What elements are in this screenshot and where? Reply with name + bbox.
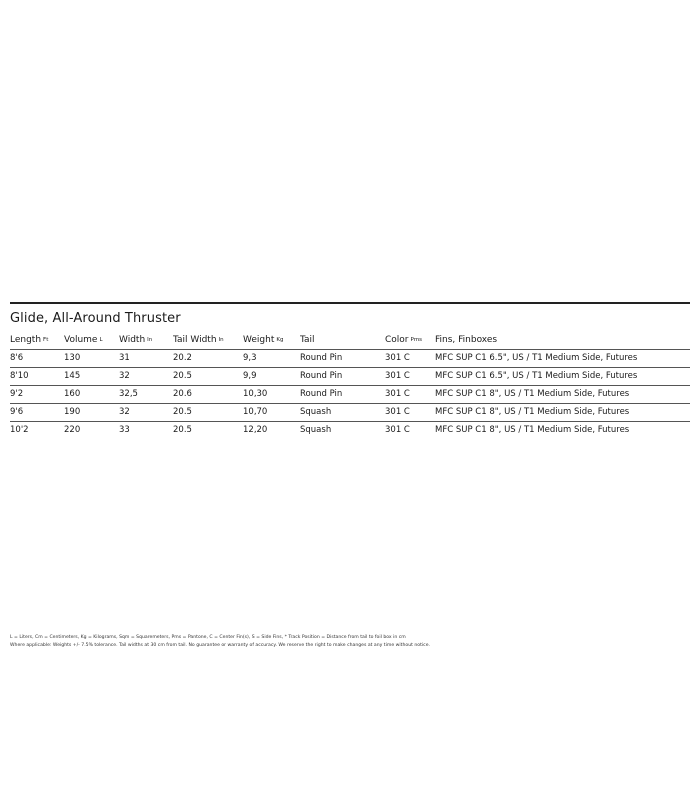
cell-color: 301 C xyxy=(385,404,435,422)
cell-tail-width: 20.5 xyxy=(173,404,243,422)
column-header-width: Width In xyxy=(119,335,153,345)
cell-fins: MFC SUP C1 6.5", US / T1 Medium Side, Futures xyxy=(435,368,690,386)
cell-weight: 10,70 xyxy=(243,404,300,422)
cell-width: 32 xyxy=(119,368,173,386)
spec-table xyxy=(10,332,690,439)
column-header-tail-width: Tail Width In xyxy=(173,335,224,345)
table-row xyxy=(10,386,690,404)
cell-volume: 130 xyxy=(64,350,119,368)
table-row xyxy=(10,350,690,368)
cell-length: 9'2 xyxy=(10,386,64,404)
cell-volume: 160 xyxy=(64,386,119,404)
column-header-weight: Weight Kg xyxy=(243,335,284,345)
cell-width: 32,5 xyxy=(119,386,173,404)
cell-color: 301 C xyxy=(385,350,435,368)
cell-weight: 10,30 xyxy=(243,386,300,404)
cell-fins: MFC SUP C1 8", US / T1 Medium Side, Futures xyxy=(435,386,690,404)
cell-width: 31 xyxy=(119,350,173,368)
spec-sheet xyxy=(10,302,690,439)
cell-fins: MFC SUP C1 8", US / T1 Medium Side, Futures xyxy=(435,404,690,422)
column-header-length: Length Ft xyxy=(10,335,49,345)
cell-fins: MFC SUP C1 6.5", US / T1 Medium Side, Futures xyxy=(435,350,690,368)
cell-width: 32 xyxy=(119,404,173,422)
cell-width: 33 xyxy=(119,422,173,440)
cell-tail: Round Pin xyxy=(300,368,385,386)
cell-weight: 9,3 xyxy=(243,350,300,368)
column-header-fins: Fins, Finboxes xyxy=(435,335,498,345)
cell-tail: Round Pin xyxy=(300,386,385,404)
product-title: Glide, All-Around Thruster xyxy=(10,311,181,326)
cell-length: 10'2 xyxy=(10,422,64,440)
cell-color: 301 C xyxy=(385,422,435,440)
footnotes xyxy=(10,634,690,650)
cell-tail: Round Pin xyxy=(300,350,385,368)
cell-tail-width: 20.2 xyxy=(173,350,243,368)
cell-weight: 12,20 xyxy=(243,422,300,440)
column-header-volume: Volume L xyxy=(64,335,103,345)
cell-length: 8'10 xyxy=(10,368,64,386)
cell-volume: 145 xyxy=(64,368,119,386)
cell-volume: 190 xyxy=(64,404,119,422)
cell-length: 8'6 xyxy=(10,350,64,368)
table-header-row xyxy=(10,332,690,350)
cell-color: 301 C xyxy=(385,386,435,404)
cell-tail-width: 20.6 xyxy=(173,386,243,404)
footnote-disclaimer: Where applicable: Weights +/- 7.5% tolerance. Tail widths at 30 cm from tail. No guarantee or warranty of accuracy. We reserve the right to make changes at any time without notice. xyxy=(10,643,430,648)
cell-tail-width: 20.5 xyxy=(173,422,243,440)
column-header-color: Color Pms xyxy=(385,335,423,345)
table-row xyxy=(10,404,690,422)
column-header-tail: Tail xyxy=(300,335,315,345)
cell-tail: Squash xyxy=(300,404,385,422)
cell-weight: 9,9 xyxy=(243,368,300,386)
table-row xyxy=(10,368,690,386)
cell-tail-width: 20.5 xyxy=(173,368,243,386)
cell-tail: Squash xyxy=(300,422,385,440)
cell-volume: 220 xyxy=(64,422,119,440)
cell-color: 301 C xyxy=(385,368,435,386)
footnote-abbreviations: L = Liters, Cm = Centimeters, Kg = Kilograms, Sqm = Squaremeters, Pms = Pantone, C = Center Fin(s), S = Side Fins, * Track Position = Distance from tail to foil box in cm xyxy=(10,635,406,640)
cell-fins: MFC SUP C1 8", US / T1 Medium Side, Futures xyxy=(435,422,690,440)
table-row xyxy=(10,422,690,440)
cell-length: 9'6 xyxy=(10,404,64,422)
top-divider xyxy=(10,302,690,304)
